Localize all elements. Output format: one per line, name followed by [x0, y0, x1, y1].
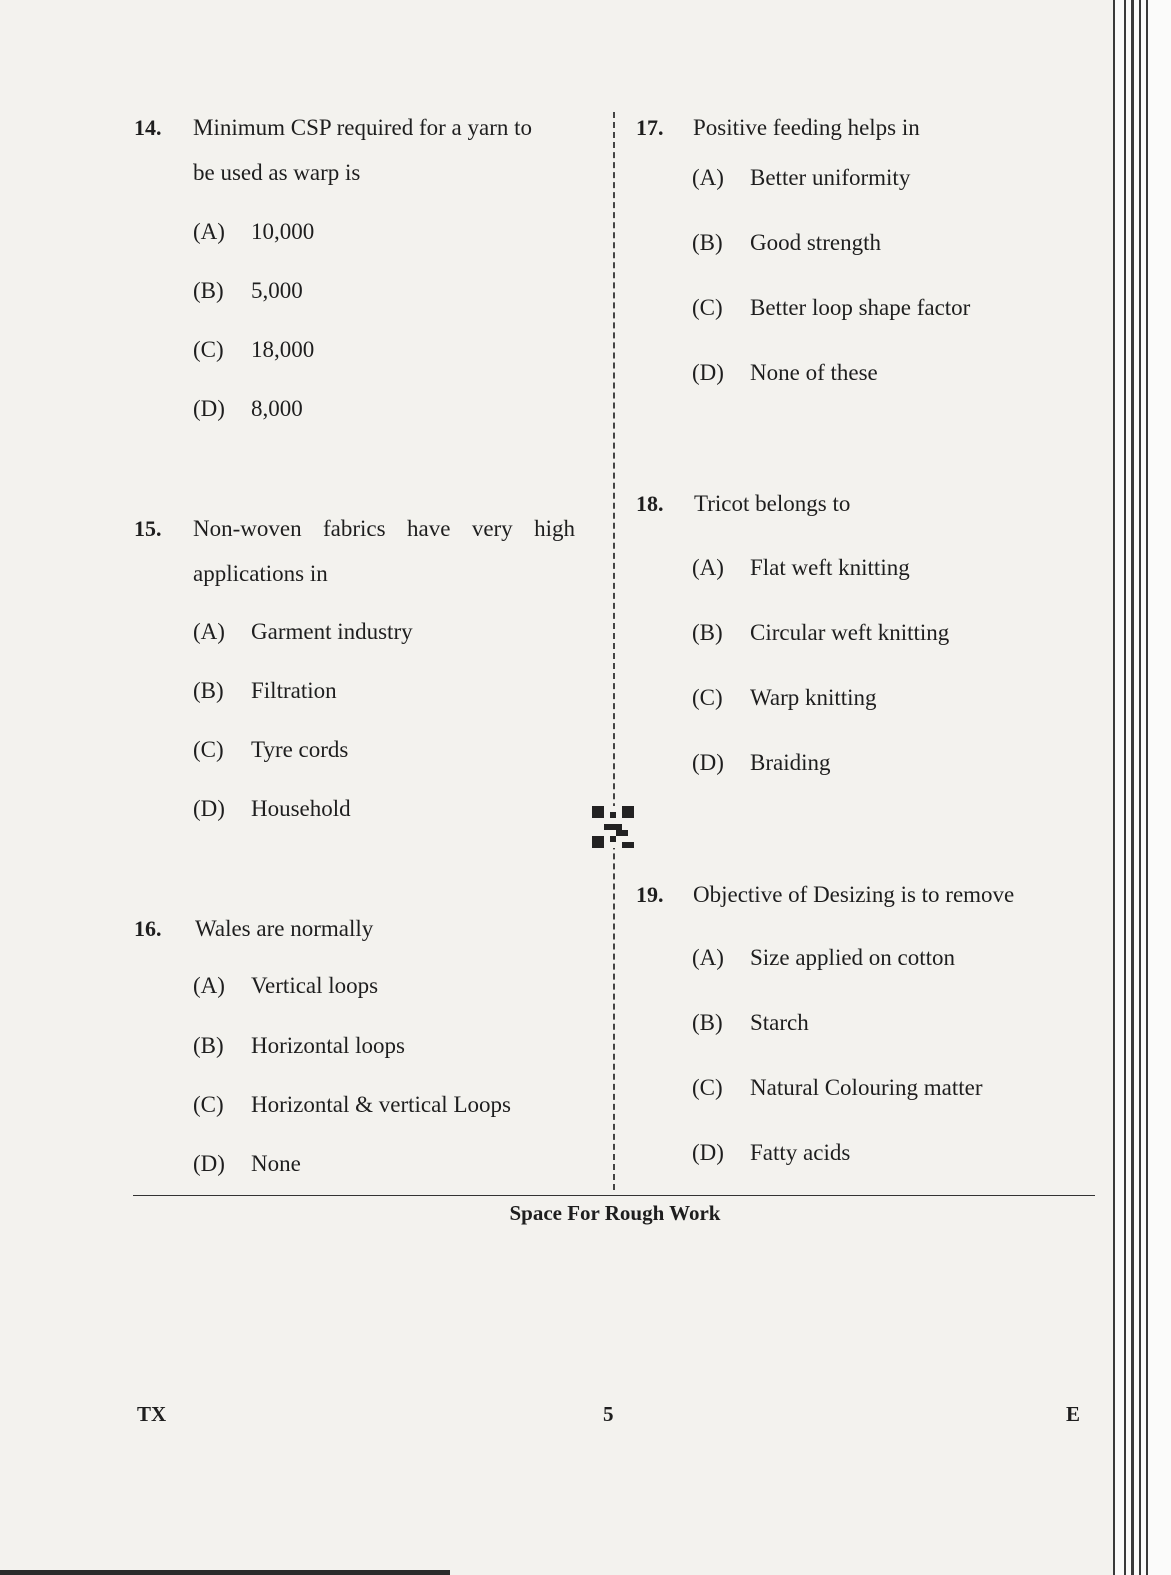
question-16-number: 16.: [134, 916, 162, 941]
question-18-option-d[interactable]: (D) Braiding: [692, 750, 831, 775]
footer-series-code: E: [1066, 1402, 1081, 1426]
question-14-option-c[interactable]: (C) 18,000: [193, 337, 315, 362]
qr-code-icon: [592, 806, 634, 848]
question-14-text-line-1: Minimum CSP required for a yarn to: [193, 115, 532, 140]
question-15-option-a[interactable]: (A) Garment industry: [193, 619, 413, 644]
rough-work-heading: Space For Rough Work: [509, 1201, 721, 1225]
question-19-option-d[interactable]: (D) Fatty acids: [692, 1140, 851, 1165]
question-15-text-line-1: Non-woven fabrics have very high: [193, 516, 575, 541]
question-16-option-b[interactable]: (B) Horizontal loops: [193, 1033, 405, 1058]
question-18-option-b[interactable]: (B) Circular weft knitting: [692, 620, 950, 645]
question-18-option-a[interactable]: (A) Flat weft knitting: [692, 555, 910, 580]
question-19-option-a[interactable]: (A) Size applied on cotton: [692, 945, 956, 970]
question-17-option-d[interactable]: (D) None of these: [692, 360, 878, 385]
binding-edge: [1113, 0, 1171, 1575]
question-16-option-a[interactable]: (A) Vertical loops: [193, 973, 379, 998]
footer-subject-code: TX: [137, 1402, 167, 1426]
question-14-text-line-2: be used as warp is: [193, 160, 361, 185]
footer-page-number: 5: [603, 1402, 614, 1426]
question-19-option-c[interactable]: (C) Natural Colouring matter: [692, 1075, 983, 1100]
question-18-number: 18.: [636, 491, 664, 516]
question-14-option-a[interactable]: (A) 10,000: [193, 219, 315, 244]
scan-edge-strip: [0, 1570, 450, 1575]
question-15-option-b[interactable]: (B) Filtration: [193, 678, 337, 703]
question-15-text-line-2: applications in: [193, 561, 328, 586]
column-divider: [613, 112, 615, 1190]
question-19-text: Objective of Desizing is to remove: [693, 882, 1015, 907]
question-15-option-c[interactable]: (C) Tyre cords: [193, 737, 349, 762]
question-15-option-d[interactable]: (D) Household: [193, 796, 351, 821]
question-17-option-b[interactable]: (B) Good strength: [692, 230, 881, 255]
question-17-number: 17.: [636, 115, 664, 140]
question-17-option-a[interactable]: (A) Better uniformity: [692, 165, 911, 190]
question-17-option-c[interactable]: (C) Better loop shape factor: [692, 295, 971, 320]
question-18-option-c[interactable]: (C) Warp knitting: [692, 685, 877, 710]
question-18-text: Tricot belongs to: [694, 491, 851, 516]
question-14-number: 14.: [134, 115, 162, 140]
question-14-option-b[interactable]: (B) 5,000: [193, 278, 303, 303]
question-19-number: 19.: [636, 882, 664, 907]
question-16-option-d[interactable]: (D) None: [193, 1151, 301, 1176]
question-16-option-c[interactable]: (C) Horizontal & vertical Loops: [193, 1092, 511, 1117]
question-16-text: Wales are normally: [195, 916, 374, 941]
question-19-option-b[interactable]: (B) Starch: [692, 1010, 809, 1035]
question-17-text: Positive feeding helps in: [693, 115, 920, 140]
rough-work-divider: [133, 1195, 1095, 1196]
question-14-option-d[interactable]: (D) 8,000: [193, 396, 303, 421]
question-15-number: 15.: [134, 516, 162, 541]
